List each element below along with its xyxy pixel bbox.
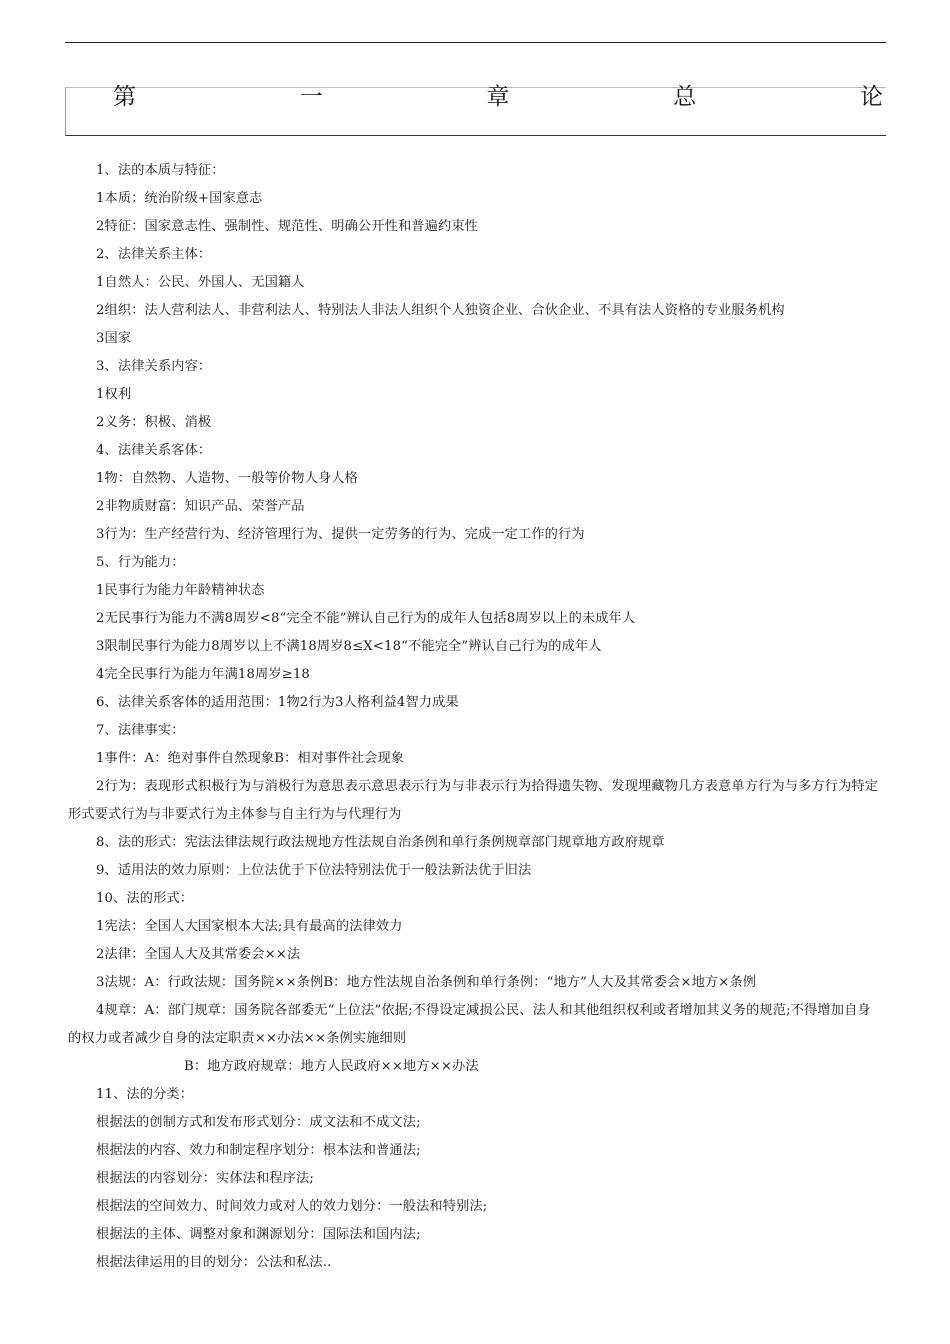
- list-item: 2特征：国家意志性、强制性、规范性、明确公开性和普遍约束性: [96, 219, 478, 234]
- list-item: 2组织：法人营利法人、非营利法人、特别法人非法人组织个人独资企业、合伙企业、不具有法人资格的专业服务机构: [96, 303, 785, 318]
- list-item: 3行为：生产经营行为、经济管理行为、提供一定劳务的行为、完成一定工作的行为: [96, 527, 585, 542]
- document-body: [68, 157, 883, 1277]
- classification-item: 根据法的主体、调整对象和渊源划分：国际法和国内法;: [96, 1227, 421, 1242]
- section-heading: 9、适用法的效力原则：上位法优于下位法特别法优于一般法新法优于旧法: [96, 863, 532, 878]
- classification-item: 根据法律运用的目的划分：公法和私法..: [96, 1255, 332, 1270]
- list-item: 1本质：统治阶级+国家意志: [96, 191, 263, 206]
- title-char: 第: [113, 84, 136, 110]
- list-item: 2法律：全国人大及其常委会××法: [96, 947, 301, 962]
- list-item: 3限制民事行为能力8周岁以上不满18周岁8≤X<18“不能完全”辨认自己行为的成年人: [96, 639, 602, 654]
- list-item: 1权利: [96, 387, 132, 402]
- list-item: 3法规：A：行政法规：国务院××条例B：地方性法规自治条例和单行条例：“地方”人大及其常委会×地方×条例: [96, 975, 757, 990]
- classification-item: 根据法的空间效力、时间效力或对人的效力划分：一般法和特别法;: [96, 1199, 488, 1214]
- section-heading: 10、法的形式：: [96, 891, 194, 906]
- title-char: 一: [299, 84, 323, 110]
- list-item: 1物：自然物、人造物、一般等价物人身人格: [96, 471, 358, 486]
- title-char: 论: [860, 84, 883, 110]
- list-item: 1民事行为能力年龄精神状态: [96, 583, 265, 598]
- section-heading: 7、法律事实：: [96, 723, 185, 738]
- list-item-paragraph: 2行为：表现形式积极行为与消极行为意思表示意思表示行为与非表示行为拾得遗失物、发现埋藏物几方表意单方行为与多方行为特定形式要式行为与非要式行为主体参与自主行为与代理行为: [68, 779, 879, 822]
- section-heading: 8、法的形式：宪法法律法规行政法规地方性法规自治条例和单行条例规章部门规章地方政府规章: [96, 835, 665, 850]
- classification-item: 根据法的内容、效力和制定程序划分：根本法和普通法;: [96, 1143, 421, 1158]
- list-item: 2义务：积极、消极: [96, 415, 212, 430]
- list-item: 1宪法：全国人大国家根本大法;具有最高的法律效力: [96, 919, 403, 934]
- list-item: 1自然人：公民、外国人、无国籍人: [96, 275, 305, 290]
- classification-item: 根据法的内容划分：实体法和程序法;: [96, 1171, 314, 1186]
- section-heading: 5、行为能力：: [96, 555, 185, 570]
- header-rule: [65, 42, 886, 43]
- section-heading: 11、法的分类：: [96, 1087, 194, 1102]
- section-heading: 2、法律关系主体：: [96, 247, 212, 262]
- list-item: 3国家: [96, 331, 132, 346]
- list-item: 1事件：A：绝对事件自然现象B：相对事件社会现象: [96, 751, 405, 766]
- chapter-title: [113, 84, 883, 110]
- list-item-paragraph: 4规章：A：部门规章：国务院各部委无“上位法”依据;不得设定减损公民、法人和其他组织权利或者增加其义务的规范;不得增加自身的权力或者减少自身的法定职责××办法××条例实施细则: [68, 1003, 871, 1046]
- section-heading: 6、法律关系客体的适用范围：1物2行为3人格利益4智力成果: [96, 695, 459, 710]
- title-char: 总: [673, 84, 697, 110]
- title-char: 章: [486, 84, 510, 110]
- list-item: 4完全民事行为能力年满18周岁≥18: [96, 667, 310, 682]
- list-item: 2无民事行为能力不满8周岁<8“完全不能”辨认自己行为的成年人包括8周岁以上的未成年人: [96, 611, 636, 626]
- section-heading: 3、法律关系内容：: [96, 359, 212, 374]
- classification-item: 根据法的创制方式和发布形式划分：成文法和不成文法;: [96, 1115, 421, 1130]
- section-heading: 4、法律关系客体：: [96, 443, 212, 458]
- section-heading: 1、法的本质与特征：: [96, 163, 225, 178]
- list-item: 2非物质财富：知识产品、荣誉产品: [96, 499, 305, 514]
- list-subitem: B：地方政府规章：地方人民政府××地方××办法: [184, 1059, 479, 1074]
